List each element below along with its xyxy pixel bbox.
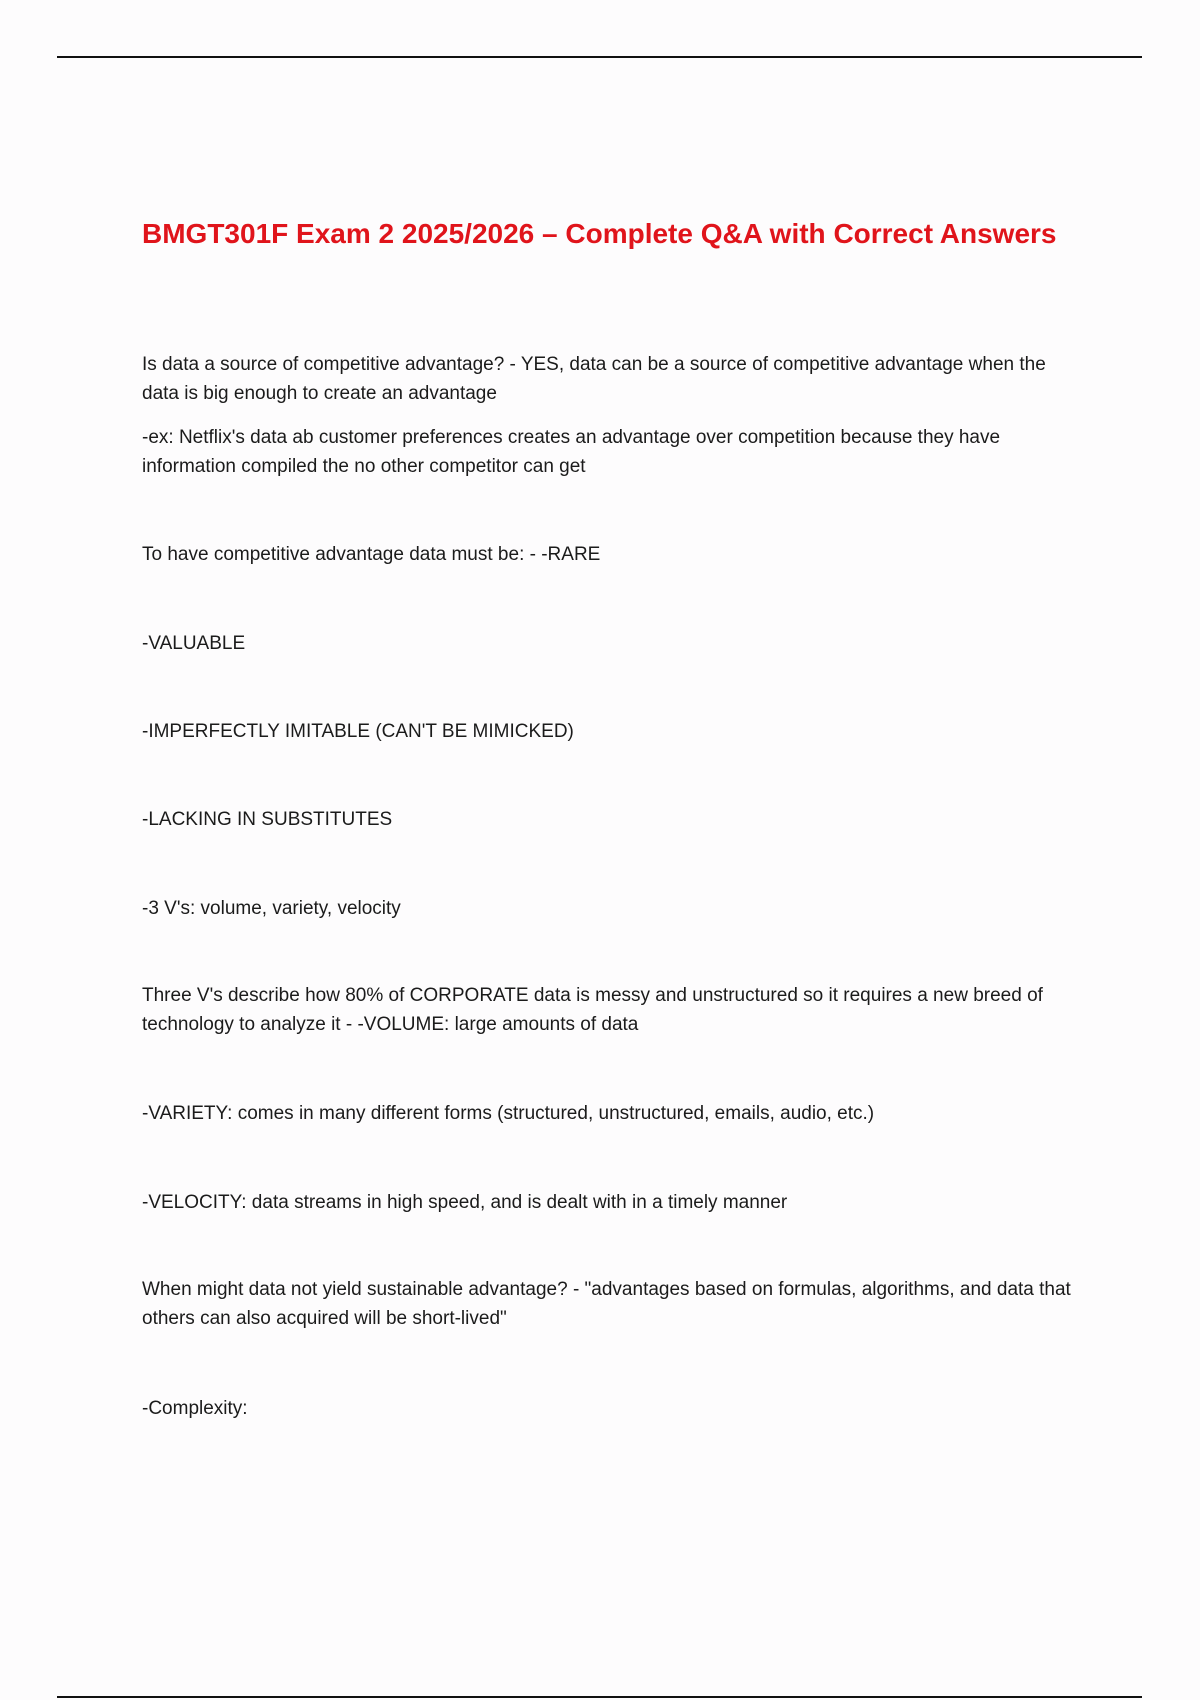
paragraph-11: When might data not yield sustainable advantage? - "advantages based on formulas, algorithms, and data that others can also acquired will be short-lived": [142, 1279, 1071, 1329]
top-rule: [57, 56, 1142, 58]
document-title: BMGT301F Exam 2 2025/2026 – Complete Q&A with Correct Answers: [142, 218, 1057, 249]
paragraph-6: -LACKING IN SUBSTITUTES: [142, 809, 393, 830]
paragraph-9: -VARIETY: comes in many different forms (structured, unstructured, emails, audio, etc.): [142, 1103, 875, 1124]
bottom-rule: [57, 1696, 1142, 1698]
paragraph-8: Three V's describe how 80% of CORPORATE data is messy and unstructured so it requires a new breed of technology to analyze it - -VOLUME: large amounts of data: [142, 985, 1043, 1035]
paragraph-10: -VELOCITY: data streams in high speed, and is dealt with in a timely manner: [142, 1192, 788, 1213]
paragraph-7: -3 V's: volume, variety, velocity: [142, 898, 401, 919]
paragraph-4: -VALUABLE: [142, 633, 246, 654]
paragraph-3: To have competitive advantage data must be: - -RARE: [142, 544, 601, 565]
paragraph-12: -Complexity:: [142, 1398, 248, 1419]
paragraph-5: -IMPERFECTLY IMITABLE (CAN'T BE MIMICKED): [142, 721, 574, 742]
paragraph-2: -ex: Netflix's data ab customer preferences creates an advantage over competition because they have information compiled the no other competitor can get: [142, 427, 1001, 477]
paragraph-1: Is data a source of competitive advantage? - YES, data can be a source of competitive advantage when the data is big enough to create an advantage: [142, 354, 1046, 404]
